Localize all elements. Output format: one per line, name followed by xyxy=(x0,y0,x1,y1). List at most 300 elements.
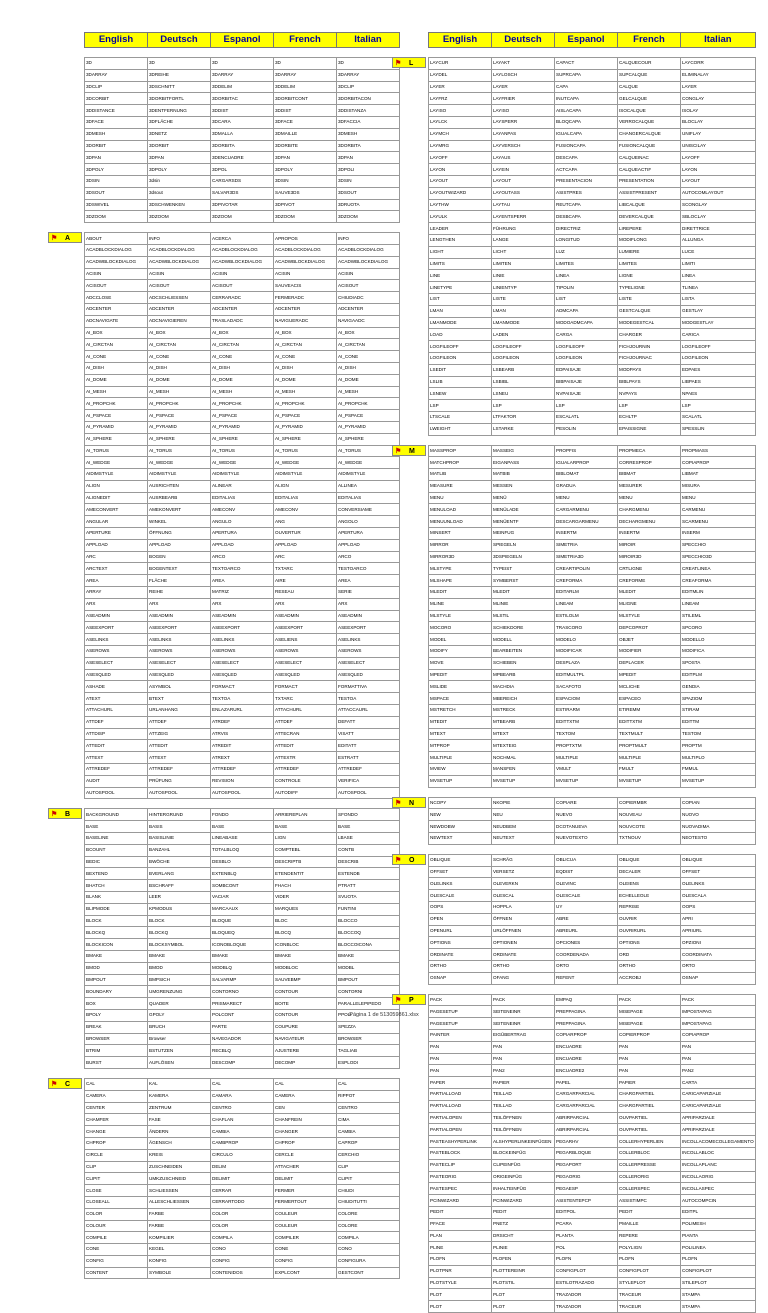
table-cell: OLEVINC xyxy=(555,878,618,890)
table-cell: AI_TORUS xyxy=(274,445,337,457)
table-cell: ORD xyxy=(618,949,681,961)
table-row xyxy=(85,81,400,93)
table-cell: ATTZEIG xyxy=(148,728,211,740)
table-row xyxy=(429,1065,756,1077)
table-cell: ADCNAVIGATE xyxy=(85,315,148,327)
table-cell: NAVIGATEUR xyxy=(274,1033,337,1045)
table-cell: NEWDOBW xyxy=(429,821,492,833)
table-cell: IMPOSTAPAG xyxy=(681,1018,756,1030)
table-row xyxy=(429,164,756,176)
table-cell: TRAZADOR xyxy=(555,1301,618,1313)
table-row xyxy=(429,1112,756,1124)
table-cell: PARTIALLOAD xyxy=(429,1100,492,1112)
table-cell: PASTEASHYPERLINK xyxy=(429,1136,492,1148)
table-cell: MATBIB xyxy=(492,469,555,481)
table-row xyxy=(85,362,400,374)
table-cell: CONFIG xyxy=(85,1255,148,1267)
flag-icon: ⚑ xyxy=(395,447,402,455)
table-row xyxy=(429,1218,756,1230)
table-cell: DIRECTRIZ xyxy=(555,223,618,235)
table-cell: ASELINKS xyxy=(211,634,274,646)
table-cell: CAMBIA xyxy=(211,1126,274,1138)
table-cell: ANG xyxy=(274,516,337,528)
table-row xyxy=(85,58,400,70)
table-cell: PCINWIZARD xyxy=(492,1195,555,1207)
table-cell: ABRE xyxy=(555,913,618,925)
table-cell: MENULOAD xyxy=(429,504,492,516)
table-cell: INCOLLAPLANC xyxy=(681,1159,756,1171)
table-cell: 3DZOOM xyxy=(148,211,211,223)
table-cell: BMAKE xyxy=(337,950,400,962)
table-cell: 3DDIST xyxy=(211,105,274,117)
table-cell: SPECCHIO xyxy=(681,539,756,551)
table-cell: STILEML xyxy=(681,610,756,622)
table-row xyxy=(85,211,400,223)
table-cell: PLOT xyxy=(492,1301,555,1313)
table-cell: SEITENEINR xyxy=(492,1006,555,1018)
table-row xyxy=(429,187,756,199)
table-cell: LADEN xyxy=(492,329,555,341)
table-cell: BLOCKQ xyxy=(148,927,211,939)
table-cell: DESBCAPA xyxy=(555,211,618,223)
table-cell: ASSISTPRESENT xyxy=(618,187,681,199)
table-row xyxy=(429,480,756,492)
table-cell: CENTRO xyxy=(337,1102,400,1114)
table-cell: MLSTYPE xyxy=(429,563,492,575)
table-row xyxy=(85,856,400,868)
table-cell: DESCARGARMENU xyxy=(555,516,618,528)
table-cell: APPLOAD xyxy=(85,539,148,551)
table-cell: 3DPAN xyxy=(274,152,337,164)
table-row xyxy=(85,1149,400,1161)
table-cell: EDITMLIN xyxy=(681,587,756,599)
table-cell: AI_PROPCHK xyxy=(337,398,400,410)
table-cell: MODELO xyxy=(555,634,618,646)
table-row xyxy=(429,93,756,105)
table-cell: 3DREIHE xyxy=(148,69,211,81)
table-cell: ORDINATE xyxy=(492,949,555,961)
table-cell: MLEDIT xyxy=(429,587,492,599)
table-cell: MODIFLONG xyxy=(618,234,681,246)
table-row xyxy=(429,234,756,246)
flag-icon: ⚑ xyxy=(395,799,402,807)
table-cell: ACADWBLOCKDIALOG xyxy=(85,256,148,268)
table-cell: 3DDIST xyxy=(274,105,337,117)
table-cell: CREFORME xyxy=(618,575,681,587)
table-cell: LAYAUS xyxy=(492,152,555,164)
table-cell: MODELL xyxy=(492,634,555,646)
section-marker-l xyxy=(392,57,426,68)
table-cell: OUVPARTIEL xyxy=(618,1124,681,1136)
table-cell: ASEEXPORT xyxy=(85,622,148,634)
table-row xyxy=(85,551,400,563)
table-cell: 3DARRAY xyxy=(85,69,148,81)
table-cell: LAYTHW xyxy=(429,199,492,211)
table-cell: AI_PSPACE xyxy=(85,410,148,422)
table-cell: AI_TORUS xyxy=(211,445,274,457)
table-cell: MISURA xyxy=(681,480,756,492)
table-cell: TEILLAD xyxy=(492,1088,555,1100)
table-cell: MASSEIG xyxy=(492,445,555,457)
table-cell: 3DCLIP xyxy=(337,81,400,93)
table-cell: LIBCALQUE xyxy=(618,199,681,211)
table-cell: EDITALIAS xyxy=(274,492,337,504)
table-cell: PASTEBLOCK xyxy=(429,1147,492,1159)
table-cell: AI_PYRAMID xyxy=(274,421,337,433)
table-cell: IGUALARPROP xyxy=(555,457,618,469)
table-cell: ATTEDIT xyxy=(85,740,148,752)
table-row xyxy=(429,1159,756,1171)
table-cell: TESTOA xyxy=(337,693,400,705)
table-cell: AI_CIRCTAN xyxy=(274,339,337,351)
table-cell: BSTUTZEN xyxy=(148,1045,211,1057)
table-cell: BASE xyxy=(274,821,337,833)
table-cell: BIBLPAYS xyxy=(618,376,681,388)
table-cell: MLEDIT xyxy=(492,587,555,599)
table-cell: GESTLAY xyxy=(681,305,756,317)
table-row xyxy=(85,809,400,821)
table-cell: ELIMINALAY xyxy=(681,69,756,81)
table-cell: ASEADMIN xyxy=(148,610,211,622)
table-cell: SALVAR3DS xyxy=(211,187,274,199)
table-cell: COORDINATA xyxy=(681,949,756,961)
table-cell: CALQUEINAC xyxy=(618,152,681,164)
table-cell: KONFIG xyxy=(148,1255,211,1267)
table-cell: CAMBPROP xyxy=(211,1137,274,1149)
table-row xyxy=(429,716,756,728)
table-cell: ARCO xyxy=(337,551,400,563)
table-cell: NKOPIE xyxy=(492,797,555,809)
table-cell: COMPILA xyxy=(211,1232,274,1244)
table-cell: OBLICUA xyxy=(555,854,618,866)
table-cell: LTSCALE xyxy=(429,411,492,423)
table-row xyxy=(85,622,400,634)
table-cell: AI_PSPACE xyxy=(148,410,211,422)
table-cell: SOMBCONT xyxy=(211,880,274,892)
table-cell: CERCHIO xyxy=(337,1149,400,1161)
table-cell: SEITENEINR xyxy=(492,1018,555,1030)
table-cell: LIMITEN xyxy=(492,258,555,270)
table-cell: AUTOCOMPCIN xyxy=(681,1195,756,1207)
section-letter: P xyxy=(409,996,414,1004)
table-cell: CONTOUR xyxy=(274,1009,337,1021)
table-cell: CERRAR xyxy=(211,1185,274,1197)
table-cell: NEWTEXT xyxy=(429,833,492,845)
table-cell: MVSETUP xyxy=(555,775,618,787)
table-row xyxy=(85,492,400,504)
table-cell: APERTURA xyxy=(337,528,400,540)
table-cell: MATLIB xyxy=(429,469,492,481)
table-cell: PROPTMULT xyxy=(618,740,681,752)
table-cell: ASHADE xyxy=(85,681,148,693)
table-cell: COMPILA xyxy=(337,1232,400,1244)
table-cell: PROPTM xyxy=(681,740,756,752)
table-cell: FERMERADC xyxy=(274,292,337,304)
table-cell: AI_BOX xyxy=(211,327,274,339)
table-row xyxy=(429,866,756,878)
table-cell: URLANHANG xyxy=(148,705,211,717)
table-cell: SALVARMP xyxy=(211,974,274,986)
table-cell: UMKZUSCHNEID xyxy=(148,1173,211,1185)
table-cell: LMANMODE xyxy=(429,317,492,329)
table-cell: OFFSET xyxy=(429,866,492,878)
table-cell: ETENDENTIT xyxy=(274,868,337,880)
table-cell: CONTORNI xyxy=(337,986,400,998)
table-cell: MLSTYLE xyxy=(618,610,681,622)
table-row xyxy=(85,821,400,833)
table-cell: OPTIONS xyxy=(618,937,681,949)
table-cell: AI_CONE xyxy=(85,351,148,363)
table-cell: OPCIONES xyxy=(555,937,618,949)
table-row xyxy=(85,634,400,646)
table-cell: COLLERBLOC xyxy=(618,1147,681,1159)
table-cell: AI_MESH xyxy=(148,386,211,398)
table-cell: AI_DOME xyxy=(274,374,337,386)
table-row xyxy=(429,1077,756,1089)
table-cell: ADCCLOSE xyxy=(85,292,148,304)
table-cell: BASIS xyxy=(148,821,211,833)
table-cell: NAVIGUERADC xyxy=(274,315,337,327)
table-cell: VACIAR xyxy=(211,891,274,903)
table-cell: ASEEXPORT xyxy=(337,622,400,634)
table-cell: FERMERTOUT xyxy=(274,1196,337,1208)
table-cell: INSERM xyxy=(681,528,756,540)
table-row xyxy=(85,528,400,540)
table-cell: FICHJOURNAC xyxy=(618,352,681,364)
table-cell: AUSRBEARB xyxy=(148,492,211,504)
table-cell: CARGARPARCIAL xyxy=(555,1088,618,1100)
table-cell: PTRATT xyxy=(337,880,400,892)
table-cell: QUADER xyxy=(148,998,211,1010)
table-cell: MARCAAUX xyxy=(211,903,274,915)
section-letter: L xyxy=(409,60,414,67)
table-cell: NOUVEAU xyxy=(618,809,681,821)
table-cell: TRASCORO xyxy=(555,622,618,634)
table-row xyxy=(429,58,756,70)
table-cell: LIST xyxy=(555,293,618,305)
table-row xyxy=(429,937,756,949)
table-cell: MULTIPLE xyxy=(429,752,492,764)
table-cell: MODIFIER xyxy=(618,646,681,658)
table-cell: CREFORMA xyxy=(555,575,618,587)
table-cell: BLOQCAPA xyxy=(555,116,618,128)
table-cell: CHANFREIN xyxy=(274,1114,337,1126)
table-cell: ATREXT xyxy=(211,752,274,764)
table-cell: ADCENTER xyxy=(274,303,337,315)
table-cell: AI_CONE xyxy=(148,351,211,363)
table-cell: MLINIE xyxy=(492,598,555,610)
table-cell: ABRIRPARCIAL xyxy=(555,1112,618,1124)
table-cell: AI_SPHERE xyxy=(148,433,211,445)
table-cell: TEILLAD xyxy=(492,1100,555,1112)
table-cell: 3DFACCIA xyxy=(337,116,400,128)
table-row xyxy=(85,1208,400,1220)
table-cell: CORRESPROP xyxy=(618,457,681,469)
table-row xyxy=(85,105,400,117)
table-cell: BLOQUE xyxy=(211,915,274,927)
table-cell: ANGULAR xyxy=(85,516,148,528)
table-cell: 3DORBITA xyxy=(211,140,274,152)
table-cell: COPIARE xyxy=(555,797,618,809)
table-cell: PEGARBLOQUE xyxy=(555,1147,618,1159)
table-cell: AI_CIRCTAN xyxy=(85,339,148,351)
table-cell: 3DARRAY xyxy=(337,69,400,81)
table-cell: 3DORBITFORTL xyxy=(148,93,211,105)
table-cell: SCHRÄG xyxy=(492,854,555,866)
table-row xyxy=(85,669,400,681)
table-cell: APERTURA xyxy=(211,528,274,540)
table-row xyxy=(85,303,400,315)
table-cell: MENÜENTF xyxy=(492,516,555,528)
table-cell: OUVRIR xyxy=(618,913,681,925)
table-cell: PLOTTEREINR xyxy=(492,1265,555,1277)
left-table xyxy=(84,32,400,1279)
table-row xyxy=(429,457,756,469)
table-cell: PAN xyxy=(681,1041,756,1053)
table-cell: NEOTESTO xyxy=(681,833,756,845)
table-cell: ASESQLED xyxy=(211,669,274,681)
table-cell: 3DSOUT xyxy=(337,187,400,199)
table-cell: ATTEDIT xyxy=(148,740,211,752)
table-cell: MTBEARB xyxy=(492,716,555,728)
table-cell: ZENTRUM xyxy=(148,1102,211,1114)
table-cell: ASESELECT xyxy=(274,657,337,669)
table-cell: AUTOSPOOL xyxy=(85,787,148,799)
table-cell: MODIFICAR xyxy=(555,646,618,658)
table-row xyxy=(429,587,756,599)
table-cell: FUSIONCALQUE xyxy=(618,140,681,152)
table-row xyxy=(429,411,756,423)
table-cell: OOPS xyxy=(681,901,756,913)
table-cell: PROPMECA xyxy=(618,445,681,457)
table-row xyxy=(429,1100,756,1112)
table-cell: LUCE xyxy=(681,246,756,258)
table-cell: FMMUL xyxy=(681,764,756,776)
table-row xyxy=(429,140,756,152)
table-cell: WINKEL xyxy=(148,516,211,528)
table-cell: OLELINKS xyxy=(429,878,492,890)
table-cell: ZUSCHNEIDEN xyxy=(148,1161,211,1173)
table-cell: SPCORO xyxy=(681,622,756,634)
table-cell: MODIFY xyxy=(429,646,492,658)
table-row xyxy=(429,1136,756,1148)
table-row xyxy=(85,327,400,339)
table-row xyxy=(85,1114,400,1126)
table-row xyxy=(85,962,400,974)
table-row xyxy=(429,949,756,961)
table-row xyxy=(85,421,400,433)
table-cell: LSEDIT xyxy=(429,364,492,376)
table-cell: ORTHO xyxy=(492,960,555,972)
table-cell: MENUUNLOAD xyxy=(429,516,492,528)
table-row xyxy=(429,634,756,646)
table-row xyxy=(429,598,756,610)
table-row xyxy=(429,913,756,925)
table-cell: ASESQLED xyxy=(148,669,211,681)
table-cell: MENÜLADE xyxy=(492,504,555,516)
column-header: Italian xyxy=(337,33,400,48)
table-cell: MENU xyxy=(555,492,618,504)
table-cell: AI_DISH xyxy=(85,362,148,374)
table-cell: PREPPAGINA xyxy=(555,1006,618,1018)
table-cell: CALQUECOUR xyxy=(618,58,681,70)
table-cell: NAVEGADOR xyxy=(211,1033,274,1045)
table-cell: ADCENTER xyxy=(337,303,400,315)
table-cell: MODBLQ xyxy=(211,962,274,974)
table-row xyxy=(429,1206,756,1218)
table-cell: DEVERCALQUE xyxy=(618,211,681,223)
table-cell: SBLOCLAY xyxy=(681,211,756,223)
table-cell: SFONDO xyxy=(337,809,400,821)
table-cell: 3DDISTANCE xyxy=(85,105,148,117)
table-cell: BMOD xyxy=(85,962,148,974)
table-cell: FMULT xyxy=(618,764,681,776)
table-cell: BASELINE xyxy=(85,833,148,845)
table-cell: PEGAPORT xyxy=(555,1159,618,1171)
flag-icon: ⚑ xyxy=(395,996,402,1004)
table-row xyxy=(85,233,400,245)
table-cell: COLLERSPEC xyxy=(618,1183,681,1195)
table-row xyxy=(429,1254,756,1266)
table-cell: LICHT xyxy=(492,246,555,258)
table-cell: CONFIGURA xyxy=(337,1255,400,1267)
table-cell: TYPEIST xyxy=(492,563,555,575)
table-row xyxy=(429,282,756,294)
table-row xyxy=(85,1244,400,1256)
table-cell: MIRROR xyxy=(429,539,492,551)
table-cell: 3DSCHNITT xyxy=(148,81,211,93)
table-cell: LWEIGHT xyxy=(429,423,492,435)
table-cell: ECHLTP xyxy=(618,411,681,423)
table-cell: IMPOSTAPAG xyxy=(681,1006,756,1018)
table-row xyxy=(85,927,400,939)
table-row xyxy=(429,575,756,587)
table-row xyxy=(85,787,400,799)
table-cell: ALLINEA xyxy=(337,480,400,492)
table-cell: MLEDIT xyxy=(618,587,681,599)
table-cell: ESTRATT xyxy=(337,752,400,764)
table-row xyxy=(85,903,400,915)
table-cell: EDITATT xyxy=(337,740,400,752)
table-cell: BMAKE xyxy=(85,950,148,962)
table-cell: PRISMARECT xyxy=(211,998,274,1010)
column-header: Deutsch xyxy=(492,33,555,48)
table-row xyxy=(429,388,756,400)
table-cell: MIRROR3D xyxy=(429,551,492,563)
table-cell: ASESELECT xyxy=(337,657,400,669)
table-cell: CIRCLE xyxy=(85,1149,148,1161)
table-cell: BMAKE xyxy=(274,950,337,962)
table-cell: GESTCONT xyxy=(337,1267,400,1279)
table-cell: AI_WEDGE xyxy=(211,457,274,469)
table-cell: PACK xyxy=(492,994,555,1006)
table-cell: ASEROWS xyxy=(85,646,148,658)
table-row xyxy=(429,646,756,658)
table-cell: MPBEARB xyxy=(492,669,555,681)
table-cell: CARGA xyxy=(555,329,618,341)
table-cell: ACISIN xyxy=(148,268,211,280)
table-cell: LSLIB xyxy=(429,376,492,388)
table-cell: LAYOUTASS xyxy=(492,187,555,199)
table-cell: PLOTSTYLE xyxy=(429,1277,492,1289)
table-cell: MVSETUP xyxy=(618,775,681,787)
table-cell: ACISOUT xyxy=(211,280,274,292)
table-cell: PACK xyxy=(618,994,681,1006)
table-cell: FERMER xyxy=(274,1185,337,1197)
table-cell: ATTEXT xyxy=(148,752,211,764)
table-cell: LAYULK xyxy=(429,211,492,223)
table-cell: SAUVE3DS xyxy=(274,187,337,199)
